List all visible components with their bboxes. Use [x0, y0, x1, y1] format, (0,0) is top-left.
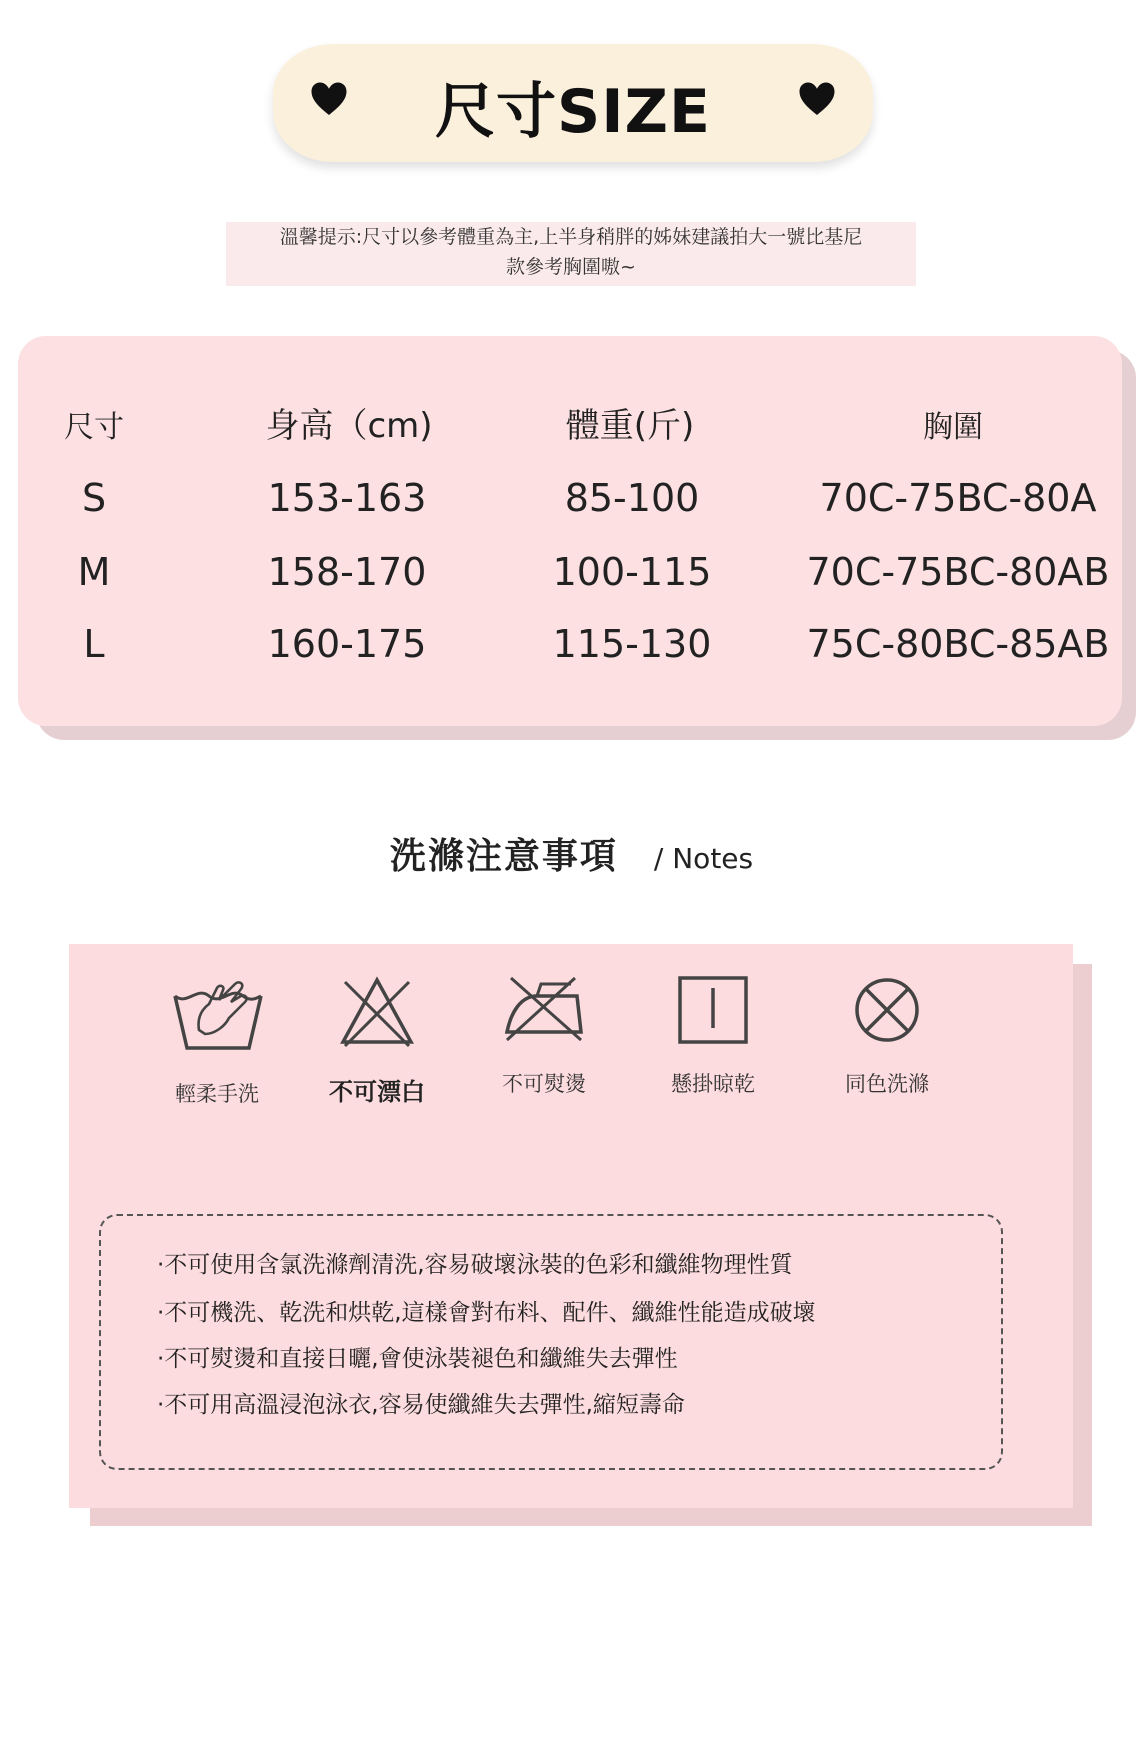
note-line: ·不可用高溫浸泡泳衣,容易使纖維失去彈性,縮短壽命	[157, 1392, 685, 1418]
care-item-wash-same-color	[817, 974, 957, 1098]
title-banner	[273, 44, 873, 162]
note-line: ·不可使用含氯洗滌劑清洗,容易破壞泳裝的色彩和纖維物理性質	[157, 1252, 793, 1278]
row-s-bust: 70C-75BC-80A	[819, 476, 1097, 520]
size-table	[18, 336, 1122, 726]
note-line: ·不可熨燙和直接日曬,會使泳裝褪色和纖維失去彈性	[157, 1346, 678, 1372]
row-s-weight: 85-100	[564, 476, 700, 520]
care-item-no-iron	[474, 974, 614, 1098]
row-s-size: S	[81, 476, 107, 520]
wash-same-color-icon	[851, 974, 923, 1046]
care-card	[69, 944, 1073, 1508]
notes-heading-en: / Notes	[653, 842, 754, 875]
header-size: 尺寸	[64, 410, 124, 445]
notes-heading	[0, 828, 1143, 879]
row-l-bust: 75C-80BC-85AB	[806, 622, 1110, 666]
header-height: 身高（cm)	[265, 406, 433, 446]
care-item-hang-dry	[643, 974, 783, 1098]
tip-line-1: 溫馨提示:尺寸以參考體重為主,上半身稍胖的姊妹建議拍大一號比基尼	[279, 226, 863, 248]
care-label: 輕柔手洗	[175, 1082, 259, 1106]
no-iron-icon	[501, 974, 587, 1046]
notes-heading-zh: 洗滌注意事項	[389, 836, 618, 877]
care-label: 不可熨燙	[502, 1072, 586, 1096]
heart-icon	[797, 80, 837, 120]
hang-dry-icon	[676, 974, 750, 1046]
care-item-no-bleach	[307, 974, 447, 1107]
row-m-size: M	[77, 550, 111, 594]
row-l-height: 160-175	[267, 622, 427, 666]
row-s-height: 153-163	[267, 476, 427, 520]
header-bust: 胸圍	[923, 410, 983, 445]
care-label: 不可漂白	[329, 1078, 425, 1106]
note-line: ·不可機洗、乾洗和烘乾,這樣會對布料、配件、纖維性能造成破壞	[157, 1300, 816, 1326]
care-label: 懸掛晾乾	[671, 1072, 755, 1096]
no-bleach-icon	[337, 974, 417, 1050]
row-m-bust: 70C-75BC-80AB	[806, 550, 1110, 594]
care-label: 同色洗滌	[845, 1072, 929, 1096]
row-l-weight: 115-130	[552, 622, 712, 666]
page-title: 尺寸SIZE	[434, 77, 712, 147]
care-notes-box	[99, 1214, 1003, 1470]
row-m-weight: 100-115	[552, 550, 712, 594]
hand-wash-icon	[169, 974, 265, 1056]
tip-box	[226, 222, 916, 286]
care-item-hand-wash	[147, 974, 287, 1108]
row-m-height: 158-170	[267, 550, 427, 594]
row-l-size: L	[83, 622, 105, 666]
header-weight: 體重(斤)	[565, 406, 695, 446]
tip-line-2: 款參考胸圍嗷~	[506, 256, 636, 278]
